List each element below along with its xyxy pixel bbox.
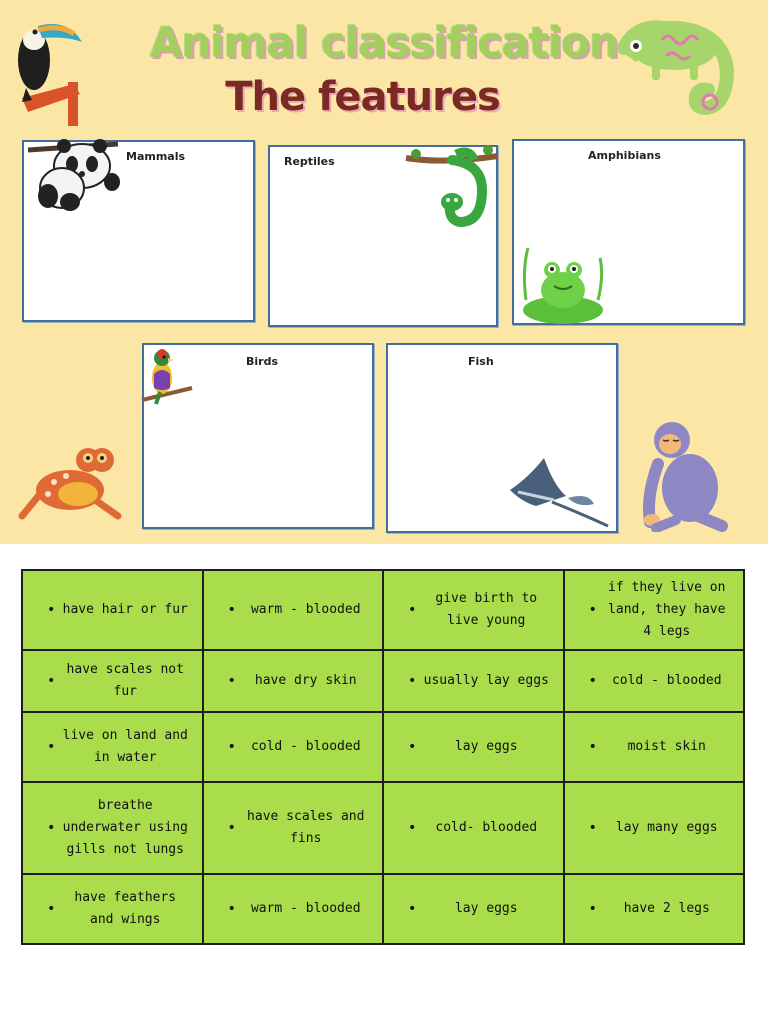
- feature-text: lay many eggs: [615, 820, 718, 835]
- feature-text: breathe underwater using gills not lungs: [62, 798, 188, 857]
- feature-text: moist skin: [627, 739, 706, 754]
- features-table: [21, 569, 745, 945]
- table-cell: [383, 650, 564, 712]
- table-cell: [564, 570, 745, 650]
- bullet-icon: •: [47, 602, 56, 618]
- bullet-icon: •: [408, 602, 417, 618]
- table-row: [22, 782, 744, 874]
- feature-text: warm - blooded: [250, 602, 361, 617]
- feature-text: lay eggs: [454, 901, 518, 916]
- feature-text: cold - blooded: [611, 673, 722, 688]
- card-label-reptiles: Reptiles: [284, 155, 335, 168]
- bullet-icon: •: [588, 673, 597, 689]
- feature-text: give birth to live young: [435, 591, 538, 628]
- table-cell: [564, 874, 745, 944]
- card-label-mammals: Mammals: [126, 150, 186, 163]
- toad-icon: [18, 446, 122, 524]
- bullet-icon: •: [47, 673, 56, 689]
- bullet-icon: •: [588, 901, 597, 917]
- feature-text: lay eggs: [454, 739, 518, 754]
- table-cell: [564, 712, 745, 782]
- feature-text: have dry skin: [254, 673, 357, 688]
- feature-text: live on land and in water: [62, 728, 188, 765]
- table-cell: [22, 874, 203, 944]
- bullet-icon: •: [47, 739, 56, 755]
- page-title: Animal classification: [149, 18, 619, 67]
- bullet-icon: •: [227, 739, 236, 755]
- table-cell: [203, 570, 384, 650]
- table-cell: [22, 570, 203, 650]
- bullet-icon: •: [408, 901, 417, 917]
- feature-text: if they live on land, they have 4 legs: [608, 580, 726, 639]
- feature-text: usually lay eggs: [423, 673, 549, 688]
- bullet-icon: •: [408, 673, 417, 689]
- bullet-icon: •: [47, 901, 56, 917]
- table-cell: [203, 712, 384, 782]
- bullet-icon: •: [227, 901, 236, 917]
- table-row: [22, 712, 744, 782]
- table-cell: [383, 874, 564, 944]
- feature-text: warm - blooded: [250, 901, 361, 916]
- bullet-icon: •: [227, 820, 236, 836]
- bullet-icon: •: [588, 820, 597, 836]
- table-cell: [203, 874, 384, 944]
- toucan-icon: [8, 8, 88, 126]
- table-cell: [203, 650, 384, 712]
- table-cell: [564, 650, 745, 712]
- bird-icon: [140, 348, 196, 412]
- bullet-icon: •: [408, 739, 417, 755]
- table-cell: [22, 650, 203, 712]
- feature-text: have scales and fins: [247, 809, 365, 846]
- feature-text: cold - blooded: [250, 739, 361, 754]
- page-subtitle: The features: [225, 74, 500, 120]
- snake-icon: [404, 144, 500, 230]
- monkey-icon: [636, 416, 730, 532]
- bullet-icon: •: [47, 820, 56, 836]
- feature-text: have 2 legs: [623, 901, 710, 916]
- bullet-icon: •: [588, 602, 597, 618]
- feature-text: have feathers and wings: [74, 890, 177, 927]
- bullet-icon: •: [227, 602, 236, 618]
- table-cell: [203, 782, 384, 874]
- frog-icon: [518, 240, 608, 326]
- table-row: [22, 570, 744, 650]
- table-row: [22, 650, 744, 712]
- bullet-icon: •: [588, 739, 597, 755]
- feature-text: have hair or fur: [62, 602, 188, 617]
- table-cell: [383, 712, 564, 782]
- feature-text: have scales not fur: [66, 662, 184, 699]
- card-label-amphibians: Amphibians: [588, 149, 661, 162]
- bullet-icon: •: [227, 673, 236, 689]
- table-cell: [383, 570, 564, 650]
- table-cell: [22, 712, 203, 782]
- stingray-icon: [508, 456, 612, 532]
- table-row: [22, 874, 744, 944]
- table-cell: [564, 782, 745, 874]
- table-cell: [22, 782, 203, 874]
- card-label-fish: Fish: [468, 355, 494, 368]
- table-cell: [383, 782, 564, 874]
- feature-text: cold- blooded: [435, 820, 538, 835]
- panda-icon: [26, 138, 122, 214]
- chameleon-icon: [618, 14, 750, 122]
- bullet-icon: •: [408, 820, 417, 836]
- card-label-birds: Birds: [246, 355, 279, 368]
